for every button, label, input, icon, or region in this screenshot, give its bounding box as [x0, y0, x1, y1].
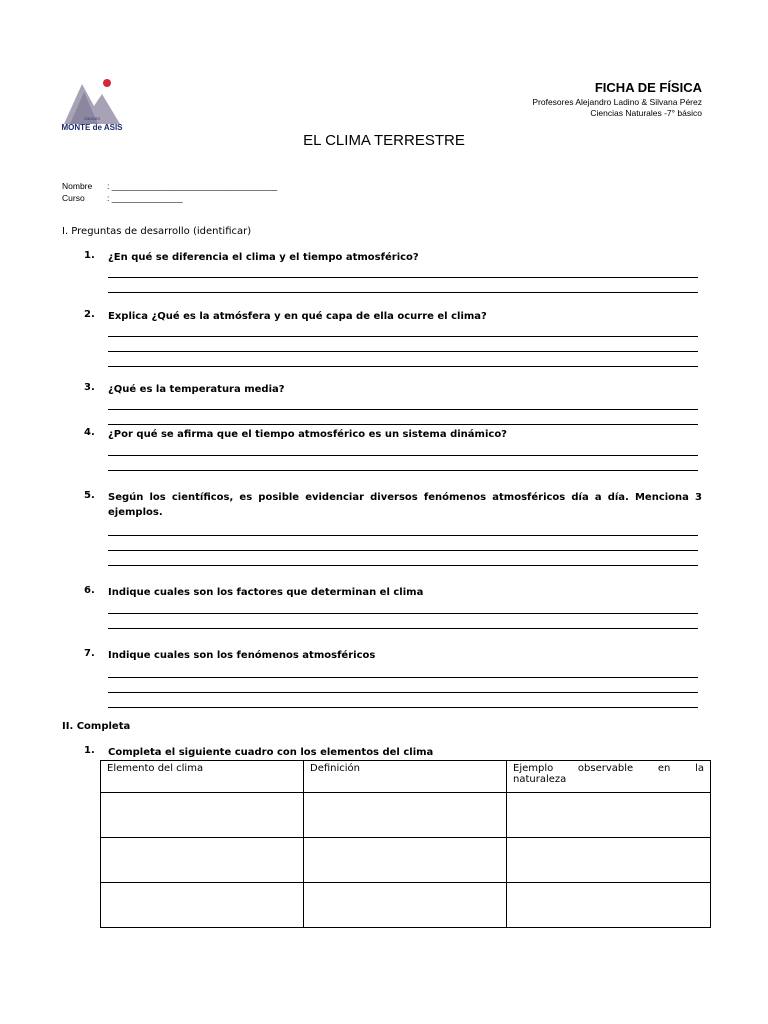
question-1-text: ¿En qué se diferencia el clima y el tiempo atmosférico?	[108, 252, 419, 263]
answer-line[interactable]	[108, 692, 698, 693]
course-field[interactable]	[62, 193, 183, 203]
course-label: Curso	[62, 193, 85, 203]
question-4-number: 4.	[84, 427, 95, 438]
question-5-text: Según los científicos, es posible evidenciar diversos fenómenos atmosféricos día a día. Menciona 3 ejemplos.	[108, 492, 702, 518]
table-row	[101, 883, 711, 928]
table-cell[interactable]	[507, 838, 711, 883]
name-blank[interactable]: : ___________________________________	[107, 181, 278, 191]
answer-line[interactable]	[108, 535, 698, 536]
table-cell[interactable]	[507, 883, 711, 928]
answer-line[interactable]	[108, 292, 698, 293]
example-header-word: observable	[577, 763, 634, 774]
answer-line[interactable]	[108, 455, 698, 456]
column-header-element: Elemento del clima	[101, 761, 304, 793]
answer-line[interactable]	[108, 277, 698, 278]
school-logo	[60, 74, 124, 138]
sheet-title: FICHA DE FÍSICA	[594, 80, 702, 95]
question-7-number: 7.	[84, 648, 95, 659]
answer-line[interactable]	[108, 470, 698, 471]
question-7-text: Indique cuales son los fenómenos atmosféricos	[108, 650, 376, 661]
name-field[interactable]	[62, 181, 277, 191]
question-6-number: 6.	[84, 585, 95, 596]
column-header-example	[507, 761, 711, 793]
example-header-word: Ejemplo	[513, 763, 554, 774]
column-header-definition: Definición	[304, 761, 507, 793]
example-header-line-2: naturaleza	[513, 774, 567, 785]
teachers-line: Profesores Alejandro Ladino & Silvana Pérez	[532, 97, 702, 107]
answer-line[interactable]	[108, 565, 698, 566]
name-label: Nombre	[62, 181, 93, 191]
document-title: EL CLIMA TERRESTRE	[303, 132, 465, 149]
logo-text: MONTE de ASIS	[61, 123, 123, 132]
example-header-word: la	[695, 763, 704, 774]
section-2-question-text: Completa el siguiente cuadro con los elementos del clima	[108, 747, 434, 758]
table-cell[interactable]	[101, 883, 304, 928]
table-header-row	[101, 761, 711, 793]
question-6-text: Indique cuales son los factores que determinan el clima	[108, 587, 424, 598]
example-header-word: en	[657, 763, 671, 774]
section-1-heading: I. Preguntas de desarrollo (identificar)	[62, 226, 252, 237]
question-5-number: 5.	[84, 490, 95, 501]
question-3-number: 3.	[84, 382, 95, 393]
question-1-number: 1.	[84, 250, 95, 261]
answer-line[interactable]	[108, 366, 698, 367]
question-3-text: ¿Qué es la temperatura media?	[108, 384, 285, 395]
course-blank[interactable]: : _______________	[107, 193, 183, 203]
table-cell[interactable]	[101, 838, 304, 883]
answer-line[interactable]	[108, 409, 698, 410]
section-2-question-number: 1.	[84, 745, 95, 756]
table-row	[101, 838, 711, 883]
section-2-heading: II. Completa	[62, 721, 131, 732]
example-header-line-1	[513, 763, 704, 774]
answer-line[interactable]	[108, 336, 698, 337]
answer-line[interactable]	[108, 613, 698, 614]
answer-line[interactable]	[108, 351, 698, 352]
course-line: Ciencias Naturales -7° básico	[590, 108, 702, 118]
answer-line[interactable]	[108, 707, 698, 708]
table-cell[interactable]	[304, 793, 507, 838]
sun-dot	[103, 79, 111, 87]
table-cell[interactable]	[304, 883, 507, 928]
answer-line[interactable]	[108, 677, 698, 678]
answer-line[interactable]	[108, 424, 698, 425]
table-row	[101, 793, 711, 838]
answer-line[interactable]	[108, 550, 698, 551]
logo-small-text: COLEGIO	[84, 117, 100, 121]
table-cell[interactable]	[304, 838, 507, 883]
question-2-number: 2.	[84, 309, 95, 320]
table-cell[interactable]	[507, 793, 711, 838]
table-cell[interactable]	[101, 793, 304, 838]
answer-line[interactable]	[108, 628, 698, 629]
question-4-text: ¿Por qué se afirma que el tiempo atmosférico es un sistema dinámico?	[108, 429, 507, 440]
climate-elements-table	[100, 760, 711, 928]
question-2-text: Explica ¿Qué es la atmósfera y en qué capa de ella ocurre el clima?	[108, 311, 487, 322]
